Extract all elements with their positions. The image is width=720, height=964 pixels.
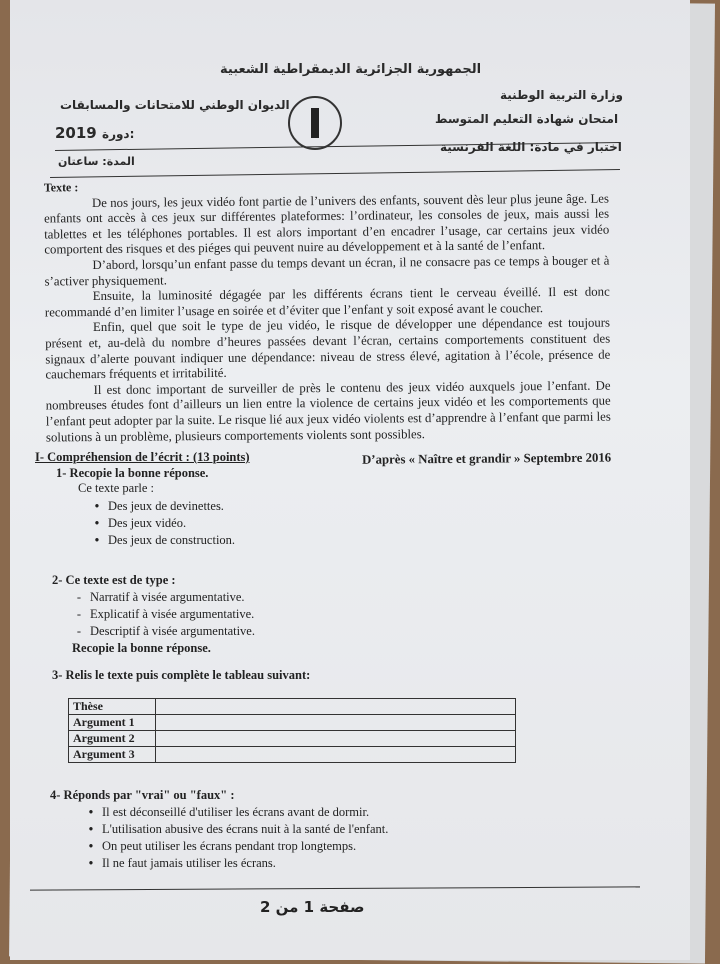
q-num: 2- <box>52 573 63 587</box>
session-label: دورة: <box>101 127 135 141</box>
question-4 <box>50 788 388 873</box>
q-title: Relis le texte puis complète le tableau suivant: <box>65 668 311 682</box>
q-num: 4- <box>50 788 61 802</box>
row-label: Thèse <box>69 699 156 715</box>
row-label: Argument 3 <box>69 747 156 763</box>
q-instruction: Recopie la bonne réponse. <box>72 641 211 655</box>
page-number: صفحة 1 من 2 <box>260 898 365 916</box>
option: • Des jeux de devinettes. <box>86 499 235 514</box>
section-title: I- Compréhension de l’écrit : (13 points) <box>35 450 250 464</box>
statement: • Il ne faut jamais utiliser les écrans. <box>80 856 388 871</box>
q-intro: Ce texte parle : <box>78 481 155 495</box>
table-row <box>69 699 516 715</box>
table-row <box>69 715 516 731</box>
q-title: Ce texte est de type : <box>65 573 176 587</box>
q-num: 3- <box>52 668 63 682</box>
row-label: Argument 2 <box>69 731 156 747</box>
q-num: 1- <box>56 466 67 480</box>
answer-cell <box>156 747 516 763</box>
question-1 <box>56 466 235 550</box>
paragraph: D’abord, lorsqu’un enfant passe du temps devant un écran, il ne consacre pas ce temps à bouger et à s’activer physiquement. <box>44 253 610 289</box>
reading-text <box>44 176 612 472</box>
exam-name: امتحان شهادة التعليم المتوسط <box>435 112 619 126</box>
option: - Explicatif à visée argumentative. <box>68 607 255 622</box>
answer-cell <box>156 699 516 715</box>
ministry: وزارة التربية الوطنية <box>500 88 624 102</box>
subject: اختبار في مادة: اللغة الفرنسية <box>440 140 622 154</box>
row-label: Argument 1 <box>69 715 156 731</box>
option: • Des jeux vidéo. <box>86 516 235 531</box>
table-row <box>69 747 516 763</box>
question-3 <box>52 668 310 683</box>
paragraph: Enfin, quel que soit le type de jeu vidéo, le risque de développer une dépendance est toujours présent et, au-delà du nombre d’heures passées devant l’écran, certains comportements constituent des signaux d’alerte pouvant indiquer une dépendance: niveau de stress élevé, agitation à l’école, présence de cauchemars fréquents et irritabilité. <box>45 315 611 382</box>
onec-logo <box>288 96 342 150</box>
option: - Narratif à visée argumentative. <box>68 590 255 605</box>
paragraph: Il est donc important de surveiller de près le contenu des jeux vidéo auxquels joue l’enfant. De nombreuses études font d’ailleurs un lien entre la violence de certains jeux vidéo et les comportements que l’enfant peut adopter par la suite. Le risque lié aux jeux vidéo violents est d’apprendre à l’enfant que parmi les solutions à un problème, plusieurs comportements violents sont possibles. <box>45 378 611 444</box>
q-title: Réponds par "vrai" ou "faux" : <box>63 788 235 802</box>
q-title: Recopie la bonne réponse. <box>69 466 209 480</box>
session <box>55 124 134 142</box>
question-2 <box>52 573 255 656</box>
answer-cell <box>156 715 516 731</box>
text-label: Texte : <box>43 180 79 195</box>
office: الديوان الوطني للامتحانات والمسابقات <box>60 98 290 112</box>
option: • Des jeux de construction. <box>86 533 235 548</box>
session-year: 2019 <box>55 124 97 142</box>
paragraph: Ensuite, la luminosité dégagée par les différents écrans tient le cerveau éveillé. Il est donc recommandé d’en limiter l’usage en soirée et d’éviter que l’enfant y soit exposé avant le coucher. <box>44 284 610 320</box>
republic-title: الجمهورية الجزائرية الديمقراطية الشعبية <box>220 62 482 77</box>
answer-table <box>68 698 516 763</box>
answer-cell <box>156 731 516 747</box>
table-row <box>69 731 516 747</box>
statement: • L'utilisation abusive des écrans nuit à la santé de l'enfant. <box>80 822 388 837</box>
option: - Descriptif à visée argumentative. <box>68 624 255 639</box>
statement: • On peut utiliser les écrans pendant trop longtemps. <box>80 839 388 854</box>
text-source: D’après « Naître et grandir » Septembre 2016 <box>361 450 612 467</box>
statement: • Il est déconseillé d'utiliser les écrans avant de dormir. <box>80 805 388 820</box>
duration: المدة: ساعتان <box>58 155 135 168</box>
paragraph: De nos jours, les jeux vidéo font partie de l’univers des enfants, souvent dès leur plus jeune âge. Les enfants ont accès à ces jeux sur différentes plateformes: l’ordinateur, les consoles de jeux, mais aussi les tablettes et les téléphones portables. Il est alors important d’en encadrer l’usage, car certains jeux vidéo comportent des risques et des piéges qui peuvent nuire au développement et à la santé de l’enfant. <box>44 191 610 257</box>
